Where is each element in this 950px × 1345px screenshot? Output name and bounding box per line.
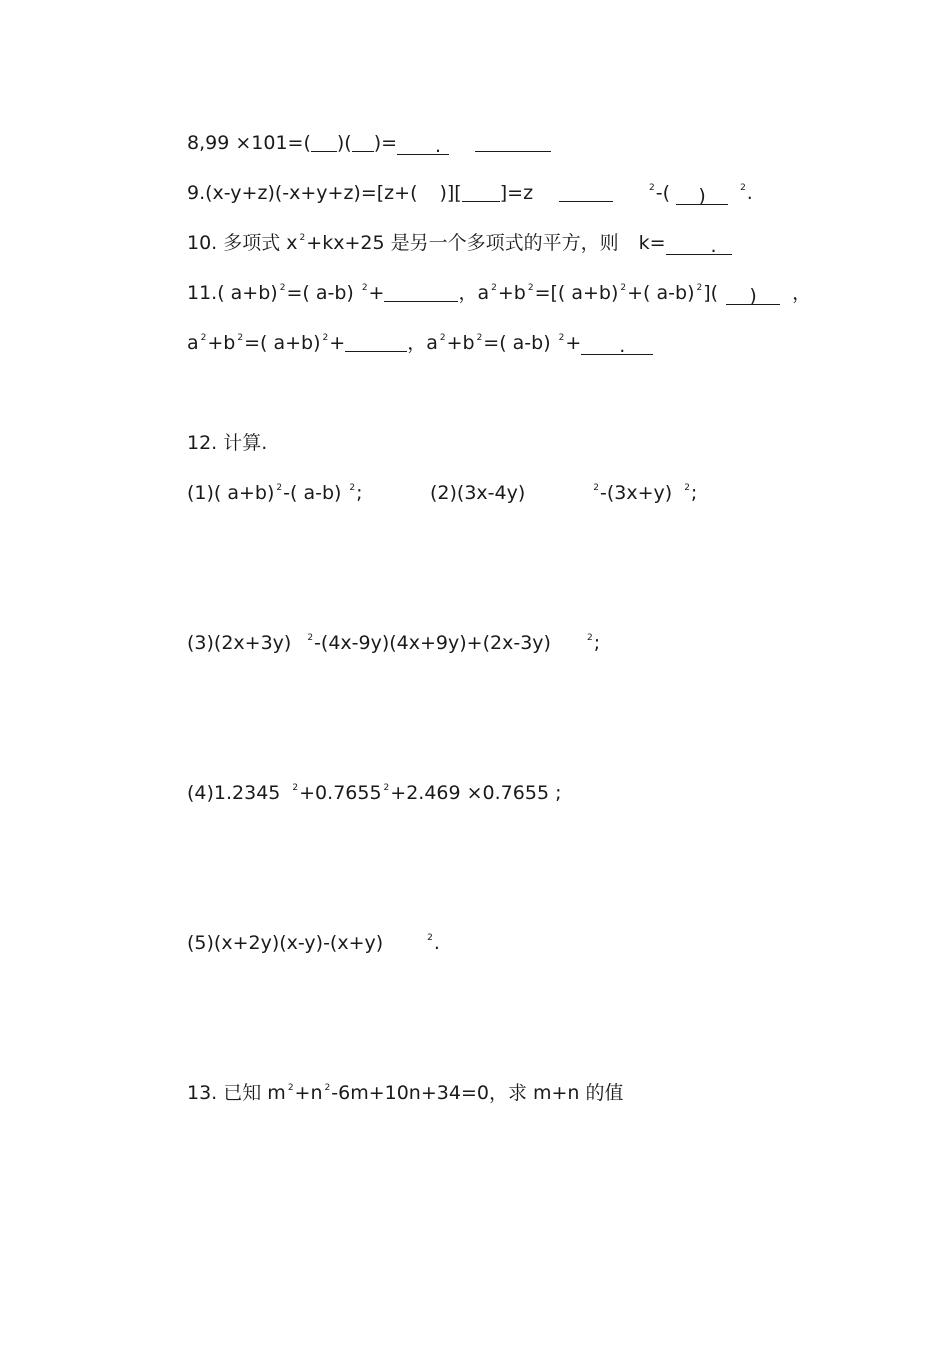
q11b-part-g: =( a-b) (483, 332, 551, 354)
q11b-exponent-3: 2 (322, 333, 329, 343)
q13-exponent-1: 2 (287, 1083, 294, 1093)
q12-p4c: +2.469 ×0.7655 ; (390, 782, 562, 804)
q10-blank[interactable] (666, 234, 732, 255)
q11b-exponent-1: 2 (200, 333, 207, 343)
q12-p4a: (4)1.2345 (187, 782, 281, 804)
question-11-line-2 (187, 331, 653, 355)
question-8 (187, 131, 551, 155)
q8-blank-4[interactable] (475, 131, 551, 152)
q12-p5a: (5)(x+2y)(x-y)-(x+y) (187, 932, 384, 954)
q12-p2-exponent-1: 2 (593, 483, 599, 493)
q12-p3-exponent-1: 2 (307, 633, 314, 643)
q11-part-g: +( a-b) (627, 282, 695, 304)
q12-p4-exponent-1: 2 (292, 783, 299, 793)
question-11-line-1 (187, 281, 811, 305)
q9-dot: . (746, 182, 753, 204)
q11-exponent-5: 2 (620, 283, 627, 293)
q12-p4b: +0.7655 (299, 782, 382, 804)
q11-exponent-3: 2 (491, 283, 497, 293)
q12-p2a: (2)(3x-4y) (430, 482, 526, 504)
q9-end: ]=z (499, 182, 534, 204)
q12-p1a: (1)( a+b) (187, 482, 275, 504)
q11-part-d: ，a (458, 282, 490, 304)
q11-exponent-6: 2 (696, 283, 703, 293)
question-10 (187, 231, 732, 255)
q9-blank-2[interactable] (559, 181, 613, 202)
q10-mid: +kx+25 是另一个多项式的平方，则 (306, 232, 619, 254)
q11b-part-f: +b (446, 332, 475, 354)
q11-exponent-2: 2 (361, 283, 368, 293)
q9-p2: ) (698, 185, 706, 207)
q11b-part-h: + (565, 332, 582, 354)
question-13 (187, 1081, 624, 1105)
q13-exponent-2: 2 (324, 1083, 331, 1093)
q11b-part-b: +b (207, 332, 236, 354)
q11-part-j: ， (792, 282, 812, 304)
q10-text: 10. 多项式 x (187, 232, 298, 254)
q9-mid: )][ (439, 182, 462, 204)
q11-part-i: ) (749, 285, 757, 307)
q11b-blank-2[interactable] (581, 334, 653, 355)
q9-p1: -( (655, 182, 671, 204)
q8-text: 8,99 ×101=( (187, 132, 311, 154)
q13-part-a: 13. 已知 m (187, 1082, 286, 1104)
q12-p1-exponent-2: 2 (349, 483, 356, 493)
question-9 (187, 181, 753, 205)
q9-text: 9.(x-y+z)(-x+y+z)=[z+( (187, 182, 418, 204)
q11-part-c: + (368, 282, 385, 304)
q11-exponent-4: 2 (527, 283, 534, 293)
q12-p5-exponent: 2 (427, 933, 433, 943)
q12-p3a: (3)(2x+3y) (187, 632, 292, 654)
q10-dot: . (710, 235, 717, 257)
q11b-part-d: + (329, 332, 346, 354)
q12-p4-exponent-2: 2 (383, 783, 390, 793)
q11-blank-1[interactable] (384, 281, 458, 302)
q12-p3c: ; (593, 632, 601, 654)
q9-exponent-1: 2 (649, 183, 655, 193)
q8-mid: )( (336, 132, 352, 154)
q11-blank-2[interactable] (726, 284, 780, 305)
question-12-part-3 (187, 631, 600, 655)
q11b-exponent-2: 2 (237, 333, 244, 343)
q8-blank-3[interactable] (397, 134, 449, 155)
q8-end: )= (373, 132, 398, 154)
question-12-part-2 (430, 481, 697, 505)
q11b-exponent-5: 2 (476, 333, 483, 343)
q9-exponent-2: 2 (740, 183, 746, 193)
q12-p1-exponent-1: 2 (276, 483, 283, 493)
q11-part-h: ]( (703, 282, 719, 304)
question-12-part-5 (187, 931, 440, 955)
q8-blank-1[interactable] (311, 131, 337, 152)
q11b-exponent-4: 2 (439, 333, 446, 343)
q11-part-a: 11.( a+b) (187, 282, 278, 304)
q12-p1c: ; (356, 482, 363, 504)
q12-p5b: . (433, 932, 440, 954)
question-12-title: 12. 计算. (187, 432, 268, 454)
q12-p3-exponent-2: 2 (586, 633, 593, 643)
q11b-exponent-6: 2 (558, 333, 565, 343)
q11-exponent-1: 2 (279, 283, 286, 293)
q11-part-f: =[( a+b) (534, 282, 619, 304)
q11-part-b: =( a-b) (286, 282, 354, 304)
q8-blank-2[interactable] (352, 131, 374, 152)
q12-p1b: -( a-b) (283, 482, 342, 504)
q13-part-b: +n (294, 1082, 323, 1104)
q12-p2b: -(3x+y) (600, 482, 673, 504)
q12-p2c: ; (690, 482, 698, 504)
q11-part-e: +b (497, 282, 526, 304)
q11b-part-c: =( a+b) (244, 332, 321, 354)
q10-exponent: 2 (299, 233, 306, 243)
q12-p3b: -(4x-9y)(4x+9y)+(2x-3y) (314, 632, 551, 654)
q12-p2-exponent-2: 2 (684, 483, 690, 493)
q11b-part-e: ，a (407, 332, 438, 354)
q10-k: k= (638, 232, 666, 254)
question-12-part-4 (187, 781, 561, 805)
q8-dot: . (435, 135, 442, 157)
question-12-part-1 (187, 481, 363, 505)
q11b-dot: . (619, 335, 626, 357)
q9-blank-1[interactable] (462, 181, 500, 202)
q9-blank-3[interactable] (676, 184, 728, 205)
q11b-part-a: a (187, 332, 199, 354)
q11b-blank-1[interactable] (345, 331, 407, 352)
q13-part-c: -6m+10n+34=0，求 m+n 的值 (331, 1082, 624, 1104)
